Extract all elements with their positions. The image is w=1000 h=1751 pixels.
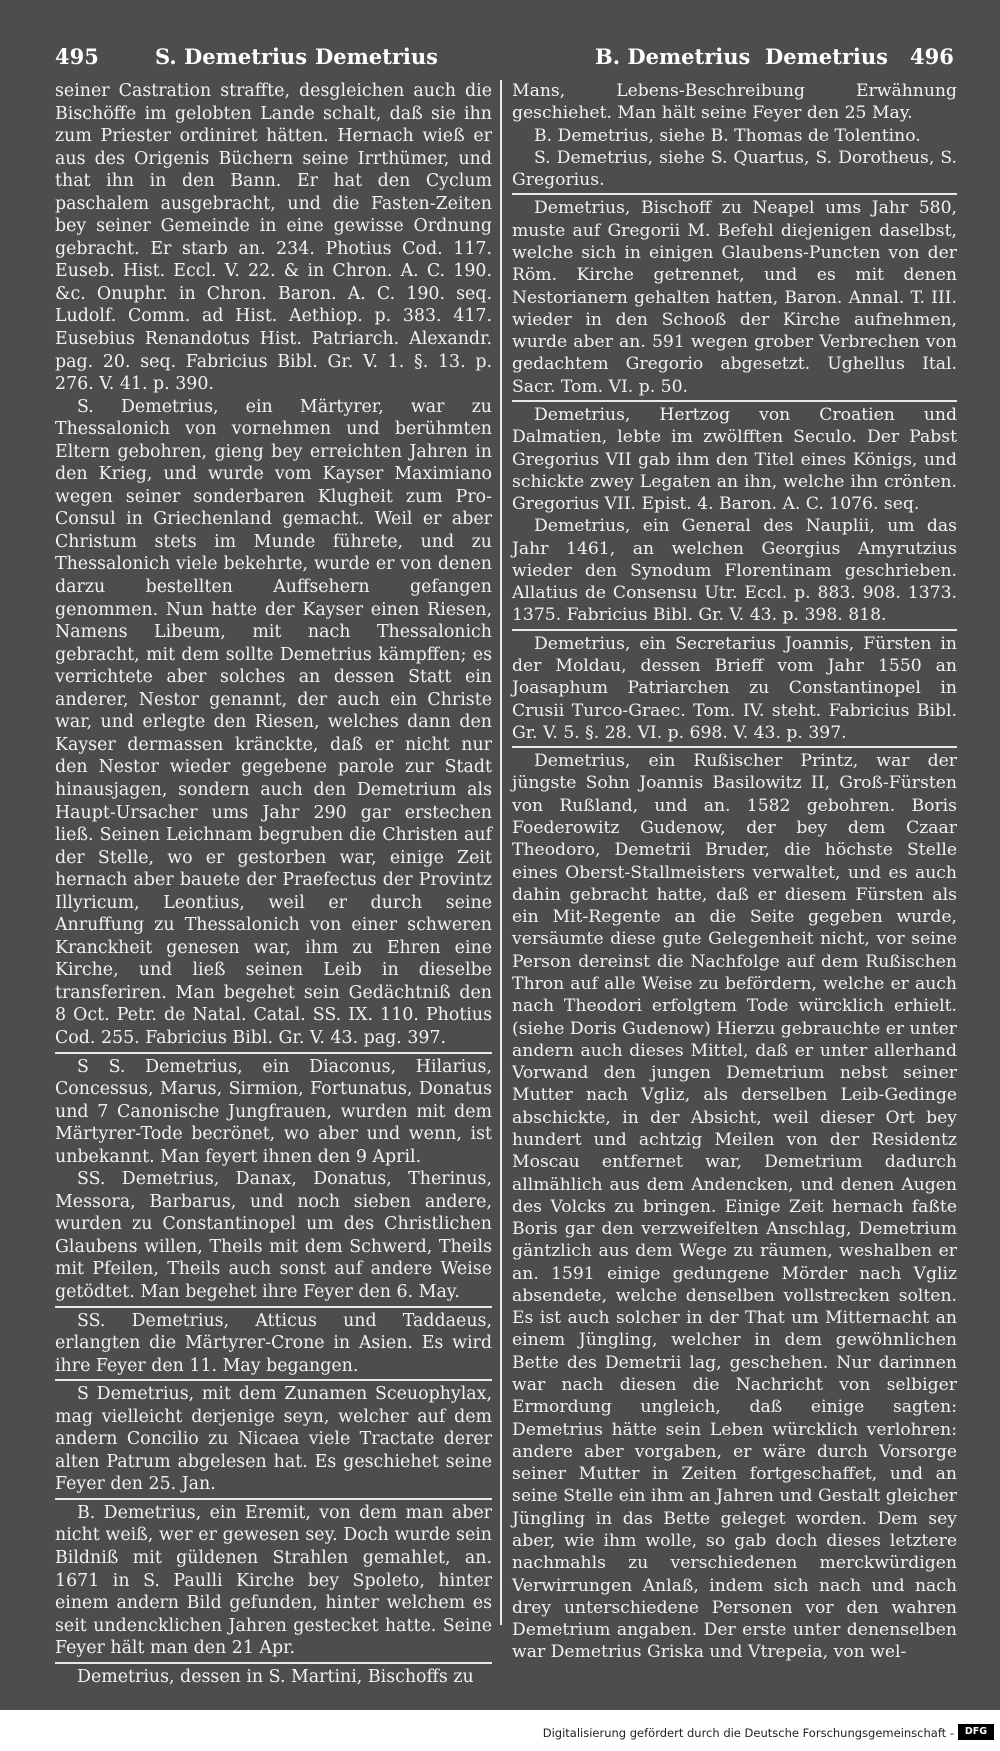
lexicon-entry: Demetrius, dessen in S. Martini, Bischoffs zu [77,1666,474,1687]
left-catchword: Demetrius [315,44,438,69]
entry-separator [55,1662,492,1664]
right-page-number: 496 [910,44,954,69]
lexicon-entry: B. Demetrius, siehe B. Thomas de Tolentino. [534,125,921,146]
entry-separator [512,400,957,402]
column-divider [500,80,502,1625]
lexicon-entry: SS. Demetrius, Atticus und Taddaeus, erlangten die Märtyrer-Crone in Asien. Es wird ihre Feyer den 11. May begangen. [55,1310,492,1376]
right-column [512,80,957,1664]
left-page-number: 495 [55,44,99,69]
lexicon-entry: SS. Demetrius, Danax, Donatus, Therinus, Messora, Barbarus, und noch sieben andere, wurden zu Constantinopel um des Christlichen Glaubens willen, Theils mit dem Schwerd, Theils mit Pfeilen, Theils auch sonst auf andere Weise getödtet. Man begehet ihre Feyer den 6. May. [55,1169,492,1302]
entry-separator [55,1306,492,1308]
dfg-logo: DFG [958,1724,994,1740]
lexicon-entry: S. Demetrius, ein Märtyrer, war zu Thessalonich von vornehmen und berühmten Eltern gebohren, gieng bey erreichten Jahren in den Krieg, und wurde vom Kayser Maximiano wegen seiner sonderbaren Klugheit zum Pro-Consul in Griechenland gemacht. Weil er aber Christum stets im Munde führete, und zu Thessalonich viele bekehrte, wurde er von denen darzu bestellten Auffsehern gefangen genommen. Nun hatte der Kayser einen Riesen, Namens Libeum, mit nach Thessalonich gebracht, mit dem sollte Demetrius kämpffen; es verrichtete aber solches an dessen Statt ein anderer, Nestor genannt, der auch ein Christe war, und erlegte den Riesen, welches dann den Kayser dermassen kränckte, daß er nicht nur den Nestor wieder gegebene parole zur Stadt hinausjagen, sondern auch den Demetrium als Haupt-Ursacher ums Jahr 290 gar erstechen ließ. Seinen Leichnam begruben die Christen auf der Stelle, wo er gestorben war, einige Zeit hernach aber bauete der Praefectus der Provintz Illyricum, Leontius, weil er durch seine Anruffung zu Thessalonich von einer schweren Kranckheit genesen war, ihm zu Ehren eine Kirche, und ließ seinen Leib in dieselbe transferiren. Man begehet sein Gedächtniß den 8 Oct. Petr. de Natal. Catal. SS. IX. 110. Photius Cod. 255. Fabricius Bibl. Gr. V. 43. pag. 397. [55,396,492,1048]
right-running-head: B. Demetrius [595,44,751,69]
lexicon-entry: Demetrius, Bischoff zu Neapel ums Jahr 580, muste auf Gregorii M. Befehl diejenigen daselbst, welche sich in einigen Glaubens-Puncten von der Röm. Kirche getrennet, und es mit denen Nestorianern gehalten hatten, Baron. Annal. T. III. wieder in den Schooß der Kirche aufnehmen, wurde aber an. 591 wegen grober Verbrechen von gedachtem Gregorio abgesetzt. Ughellus Ital. Sacr. Tom. VI. p. 50. [512,198,957,397]
left-running-head: S. Demetrius [155,44,308,69]
lexicon-entry: Demetrius, Hertzog von Croatien und Dalmatien, lebte im zwölfften Seculo. Der Pabst Gregorius VII gab ihm den Titel eines Königs, und schickte zwey Legaten an ihn, welche ihn crönten. Gregorius VII. Epist. 4. Baron. A. C. 1076. seq. [512,404,957,515]
lexicon-entry: B. Demetrius, ein Eremit, von dem man aber nicht weiß, wer er gewesen sey. Doch wurde sein Bildniß mit güldenen Strahlen gemahlet, an. 1671 in S. Paulli Kirche bey Spoleto, hinter einem andern Bild gefunden, hinter welchem es seit undencklichen Jahren gestecket hatte. Seine Feyer hält man den 21 Apr. [55,1502,492,1659]
lexicon-entry: S. Demetrius, siehe S. Quartus, S. Dorotheus, S. Gregorius. [512,147,957,191]
lexicon-entry: S S. Demetrius, ein Diaconus, Hilarius, Concessus, Marus, Sirmion, Fortunatus, Donatus und 7 Canonische Jungfrauen, wurden mit dem Märtyrer-Tode becrönet, wo aber und wenn, ist unbekannt. Man feyert ihnen den 9 April. [55,1056,492,1167]
lexicon-entry: Demetrius, ein Secretarius Joannis, Fürsten in der Moldau, dessen Brieff vom Jahr 1550 an Joasaphum Patriarchen zu Constantinopel in Crusii Turco-Graec. Tom. IV. steht. Fabricius Bibl. Gr. V. 5. §. 28. VI. p. 698. V. 43. p. 397. [512,633,957,743]
funding-notice: Digitalisierung gefördert durch die Deutsche Forschungsgemeinschaft - [542,1726,954,1740]
digitization-footer [0,1712,1000,1751]
entry-separator [512,193,957,195]
continued-paragraph: Mans, Lebens-Beschreibung Erwähnung geschiehet. Man hält seine Feyer den 25 May. [512,81,957,124]
lexicon-entry: S Demetrius, mit dem Zunamen Sceuophylax, mag vielleicht derjenige seyn, welcher auf dem andern Concilio zu Nicaea viele Tractate derer alten Patrum abgelesen hat. Es geschiehet seine Feyer den 25. Jan. [55,1384,492,1495]
entry-separator [512,629,957,631]
right-catchword: Demetrius [765,44,888,69]
left-page-header [0,44,500,74]
continued-paragraph: seiner Castration straffte, desgleichen auch die Bischöffe im gelobten Lande schalt, daß sie ihn zum Priester ordiniret hätten. Hernach wieß er aus des Origenis Büchern seine Irrthümer, und that ihn in den Bann. Er hat den Cyclum paschalem ausgebracht, und die Fasten-Zeiten bey seiner Gemeinde in eine gewisse Ordnung gebracht. Er starb an. 234. Photius Cod. 117. Euseb. Hist. Eccl. V. 22. & in Chron. A. C. 190. &c. Onuphr. in Chron. Baron. A. C. 190. seq. Ludolf. Comm. ad Hist. Aethiop. p. 383. 417. Eusebius Renandotus Hist. Patriarch. Alexandr. pag. 20. seq. Fabricius Bibl. Gr. V. 1. §. 13. p. 276. V. 41. p. 390. [55,81,492,395]
right-page-header [500,44,1000,74]
left-column [55,80,492,1688]
lexicon-entry: Demetrius, ein Rußischer Printz, war der jüngste Sohn Joannis Basilowitz II, Groß-Fürsten von Rußland, und an. 1582 gebohren. Boris Foederowitz Gudenow, der bey dem Czaar Theodoro, Demetrii Bruder, die höchste Stelle eines Oberst-Stallmeisters verwaltet, und es auch dahin gebracht hatte, daß er diesem Fürsten als ein Mit-Regente an die Seite gegeben wurde, versäumte diese gute Gelegenheit nicht, vor seine Person dereinst die Nachfolge auf dem Rußischen Thron auf alle Weise zu befördern, welche er auch nach Theodori erfolgtem Tode würcklich erhielt. (siehe Doris Gudenow) Hierzu gebrauchte er unter andern auch dieses Mittel, daß er unter allerhand Vorwand den jungen Demetrium nebst seiner Mutter nach Vgliz, als derselben Leib-Gedinge abschickte, in der Absicht, weil dieser Ort bey hundert und achtzig Meilen von der Residentz Moscau entfernet war, Demetrium dadurch allmählich aus dem Andencken, und denen Augen des Volcks zu bringen. Einige Zeit hernach faßte Boris gar den verzweifelten Anschlag, Demetrium gäntzlich aus dem Wege zu räumen, weshalben er an. 1591 einige gedungene Mörder nach Vgliz absendete, welche denselben vollstrecken solten. Es ist auch solcher in der That um Mitternacht an einem Jüngling, welcher in dem gewöhnlichen Bette des Demetrii lag, geschehen. Nur darinnen war nach diesen die Nachricht von selbiger Ermordung ungleich, daß einige sagten: Demetrius hätte sein Leben würcklich verlohren: andere aber vorgaben, er wäre durch Vorsorge seiner Mutter in Zeiten fortgeschaffet, und an seine Stelle ein ihm an Jahren und Gestalt gleicher Jüngling in das Bette geleget worden. Dem sey aber, wie ihm wolle, so gab doch dieses letztere nachmahls zu verschiedenen merckwürdigen Verwirrungen Anlaß, indem sich nach und nach drey unterschiedene Personen vor den wahren Demetrium angaben. Der erste unter denenselben war Demetrius Griska und Vtrepeia, von wel- [512,751,957,1663]
entry-separator [55,1052,492,1054]
lexicon-entry: Demetrius, ein General des Nauplii, um das Jahr 1461, an welchen Georgius Amyrutzius wieder den Synodum Florentinam geschrieben. Allatius de Consensu Utr. Eccl. p. 883. 908. 1373. 1375. Fabricius Bibl. Gr. V. 43. p. 398. 818. [512,516,957,626]
entry-separator [55,1379,492,1381]
entry-separator [512,746,957,748]
entry-separator [55,1498,492,1500]
